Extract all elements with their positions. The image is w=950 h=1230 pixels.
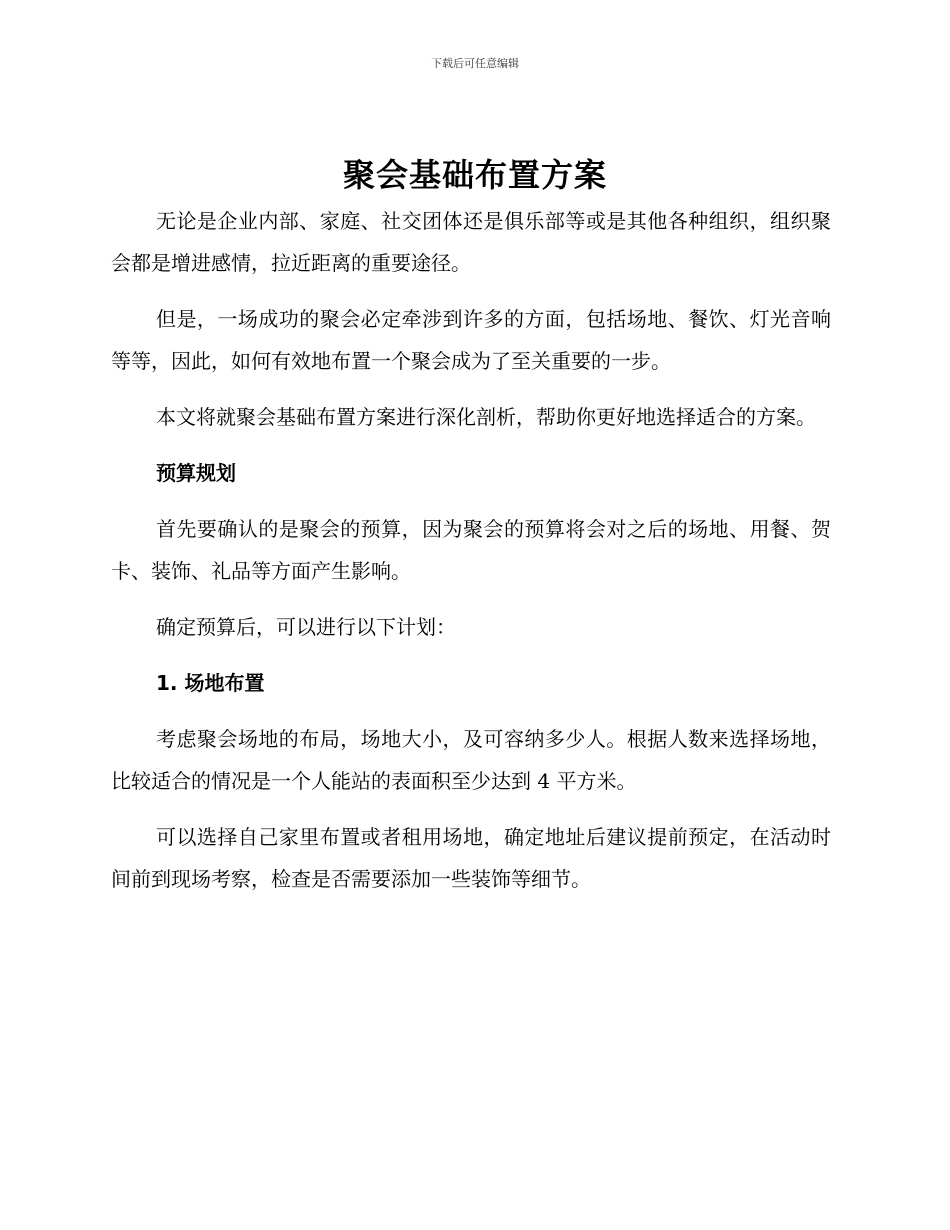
section-heading-budget: 预算规划 [156,461,236,485]
intro-paragraph-3: 本文将就聚会基础布置方案进行深化剖析，帮助你更好地选择适合的方案。 [156,405,816,429]
venue-paragraph-1: 考虑聚会场地的布局，场地大小，及可容纳多少人。根据人数来选择场地，比较适合的情况是一个人能站的表面积至少达到 4 平方米。 [111,727,831,793]
document-title: 聚会基础布置方案 [342,156,607,194]
budget-paragraph-1: 首先要确认的是聚会的预算，因为聚会的预算将会对之后的场地、用餐、贺卡、装饰、礼品等方面产生影响。 [111,517,831,583]
section-heading-venue: 1. 场地布置 [156,671,265,695]
header-note: 下载后可任意编辑 [431,57,519,70]
document-body [111,200,831,914]
budget-paragraph-2: 确定预算后，可以进行以下计划： [156,615,456,639]
intro-paragraph-1: 无论是企业内部、家庭、社交团体还是俱乐部等或是其他各种组织，组织聚会都是增进感情，拉近距离的重要途径。 [111,209,831,275]
intro-paragraph-2: 但是，一场成功的聚会必定牵涉到许多的方面，包括场地、餐饮、灯光音响等等，因此，如何有效地布置一个聚会成为了至关重要的一步。 [111,307,831,373]
venue-paragraph-2: 可以选择自己家里布置或者租用场地，确定地址后建议提前预定，在活动时间前到现场考察，检查是否需要添加一些装饰等细节。 [111,825,831,891]
